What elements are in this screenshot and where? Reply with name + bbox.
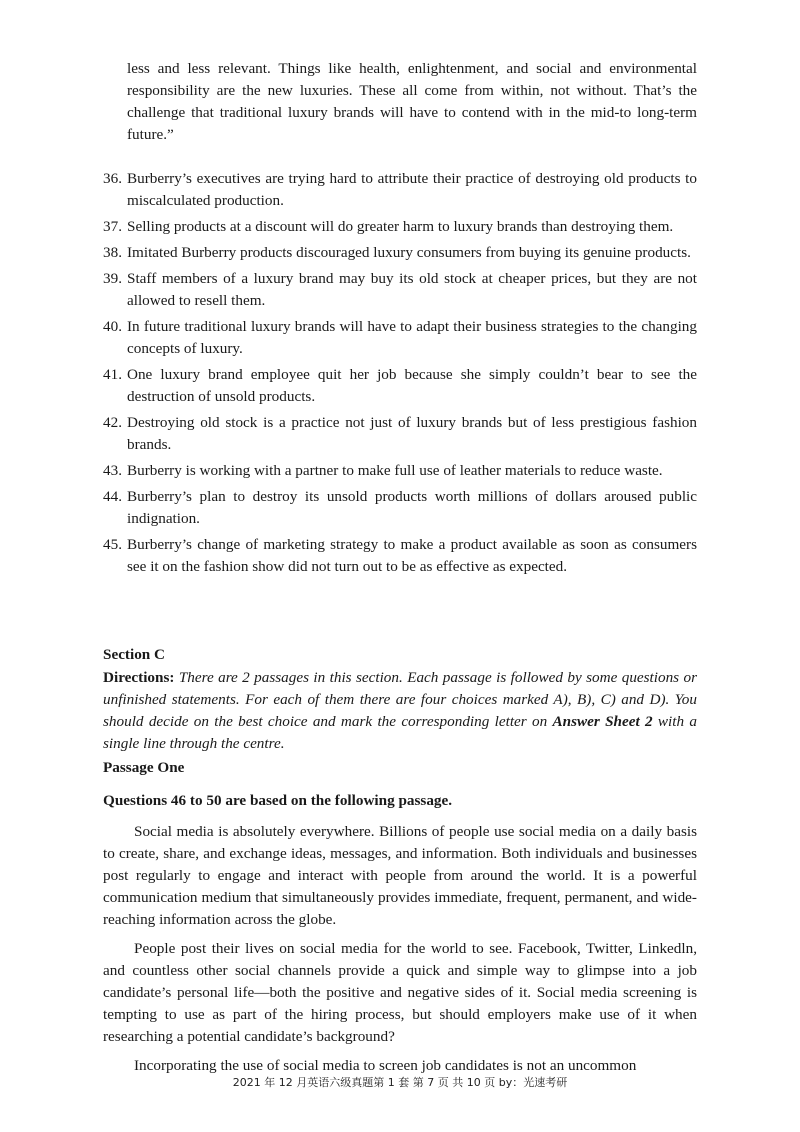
list-item	[103, 242, 697, 264]
list-item	[103, 316, 697, 360]
statement-text: Burberry is working with a partner to make full use of leather materials to reduce waste.	[127, 462, 663, 479]
passage-paragraph: People post their lives on social media for the world to see. Facebook, Twitter, Linkedln, and countless other social channels provide a quick and simple way to glimpse into a job candidate’s personal life—both the positive and negative sides of it. Social media screening is tempting to use as part of the hiring process, but should employers make use of it when researching a potential candidate’s background?	[103, 940, 697, 1045]
statement-text: Burberry’s executives are trying hard to attribute their practice of destroying old products to miscalculated production.	[127, 170, 697, 209]
statement-number: 37.	[103, 218, 122, 235]
statement-text: Burberry’s plan to destroy its unsold products worth millions of dollars aroused public indignation.	[127, 488, 697, 527]
statement-text: Imitated Burberry products discouraged luxury consumers from buying its genuine products.	[127, 244, 691, 261]
list-item	[103, 168, 697, 212]
statement-number: 36.	[103, 170, 122, 187]
list-item	[103, 364, 697, 408]
statement-number: 39.	[103, 270, 122, 287]
statement-text: Selling products at a discount will do greater harm to luxury brands than destroying them.	[127, 218, 674, 235]
passage-paragraph: Incorporating the use of social media to screen job candidates is not an uncommon	[134, 1057, 637, 1074]
list-item	[103, 268, 697, 312]
list-item	[103, 216, 697, 238]
passage-paragraph: Social media is absolutely everywhere. Billions of people use social media on a daily basis to create, share, and exchange ideas, messages, and information. Both individuals and businesses post regularly to engage and interact with people from around the world. It is a powerful communication medium that simultaneously provides immediate, frequent, permanent, and wide-reaching information across the globe.	[103, 823, 697, 928]
statement-text: Burberry’s change of marketing strategy to make a product available as soon as consumers see it on the fashion show did not turn out to be as effective as expected.	[127, 536, 697, 575]
statement-text: Staff members of a luxury brand may buy its old stock at cheaper prices, but they are not allowed to resell them.	[127, 270, 697, 309]
statement-number: 41.	[103, 366, 122, 383]
list-item	[103, 534, 697, 578]
directions	[103, 667, 697, 755]
directions-text-end: with a single line through the centre.	[103, 713, 697, 752]
statement-number: 42.	[103, 414, 122, 431]
list-item	[103, 412, 697, 456]
statement-number: 45.	[103, 536, 122, 553]
statement-list	[103, 168, 697, 582]
section-title: Section C	[103, 646, 166, 663]
statement-number: 43.	[103, 462, 122, 479]
page-footer: 2021 年 12 月英语六级真题第 1 套 第 7 页 共 10 页 by：光速考研	[232, 1076, 568, 1089]
statement-text: In future traditional luxury brands will have to adapt their business strategies to the changing concepts of luxury.	[127, 318, 697, 357]
statement-number: 38.	[103, 244, 122, 261]
statement-number: 44.	[103, 488, 122, 505]
answer-sheet-label: Answer Sheet 2	[552, 713, 653, 730]
list-item	[103, 460, 697, 482]
list-item	[103, 486, 697, 530]
directions-text: There are 2 passages in this section. Each passage is followed by some questions or unfinished statements. For each of them there are four choices marked A), B), C) and D). You should decide on the best choice and mark the corresponding letter on	[103, 669, 698, 730]
directions-label: Directions:	[103, 669, 175, 686]
quote-continuation: less and less relevant. Things like health, enlightenment, and social and environmental responsibility are the new luxuries. These all come from within, not without. That’s the challenge that traditional luxury brands will have to contend with in the mid-to long-term future.”	[127, 60, 697, 143]
statement-number: 40.	[103, 318, 122, 335]
statement-text: One luxury brand employee quit her job because she simply couldn’t bear to see the destruction of unsold products.	[127, 366, 697, 405]
statement-text: Destroying old stock is a practice not just of luxury brands but of less prestigious fashion brands.	[127, 414, 697, 453]
passage-title: Passage One	[103, 759, 185, 776]
questions-heading: Questions 46 to 50 are based on the following passage.	[103, 792, 453, 809]
